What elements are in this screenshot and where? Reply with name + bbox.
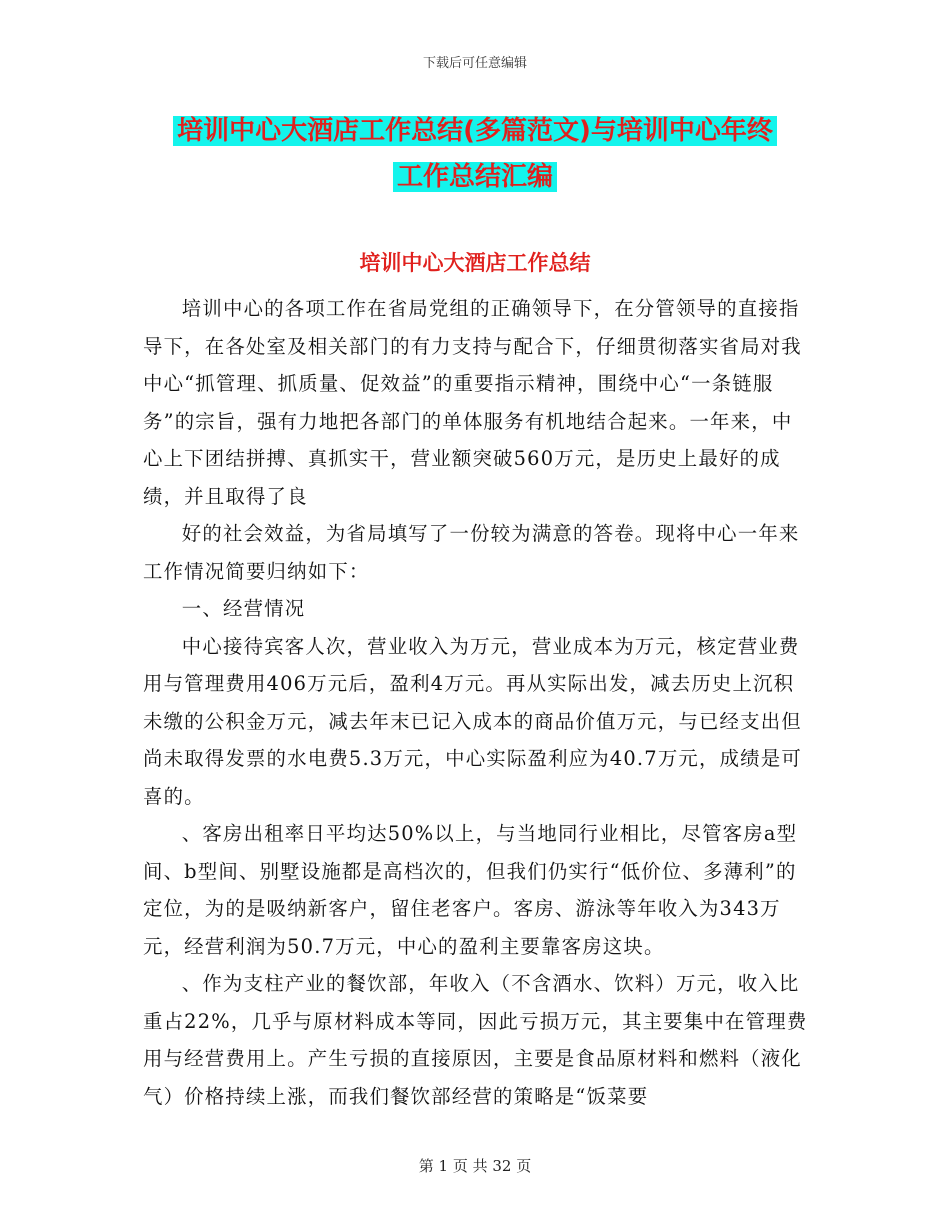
document-title (0, 108, 950, 200)
document-body (143, 290, 810, 1115)
paragraph: 、客房出租率日平均达50%以上，与当地同行业相比，尽管客房a型间、b型间、别墅设施都是高档次的，但我们仍实行“低价位、多薄利”的定位，为的是吸纳新客户，留住老客户。客房、游泳等年收入为343万元，经营利润为50.7万元，中心的盈利主要靠客房这块。 (143, 822, 798, 958)
paragraph: 培训中心的各项工作在省局党组的正确领导下，在分管领导的直接指导下，在各处室及相关部门的有力支持与配合下，仔细贯彻落实省局对我中心“抓管理、抓质量、促效益”的重要指示精神，围绕中心“一条链服务”的宗旨，强有力地把各部门的单体服务有机地结合起来。一年来，中心上下团结拼搏、真抓实干，营业额突破560万元，是历史上最好的成绩，并且取得了良 (143, 297, 802, 508)
document-title-line-2: 工作总结汇编 (393, 162, 557, 192)
header-note: 下载后可任意编辑 (422, 56, 527, 71)
section-heading: 一、经营情况 (181, 597, 306, 620)
paragraph: 、作为支柱产业的餐饮部，年收入（不含酒水、饮料）万元，收入比重占22%，几乎与原材料成本等同，因此亏损万元，其主要集中在管理费用与经营费用上。产生亏损的直接原因，主要是食品原材料和燃料（液化气）价格持续上涨，而我们餐饮部经营的策略是“饭菜要 (143, 972, 808, 1108)
page-number: 第 1 页 共 32 页 (418, 1157, 532, 1175)
section-title: 培训中心大酒店工作总结 (359, 251, 591, 275)
paragraph: 好的社会效益，为省局填写了一份较为满意的答卷。现将中心一年来工作情况简要归纳如下： (143, 522, 800, 583)
document-title-line-1: 培训中心大酒店工作总结(多篇范文)与培训中心年终 (173, 116, 777, 146)
paragraph: 中心接待宾客人次，营业收入为万元，营业成本为万元，核定营业费用与管理费用406万元后，盈利4万元。再从实际出发，减去历史上沉积未缴的公积金万元，减去年末已记入成本的商品价值万元，与已经支出但尚未取得发票的水电费5.3万元，中心实际盈利应为40.7万元，成绩是可喜的。 (143, 634, 802, 808)
